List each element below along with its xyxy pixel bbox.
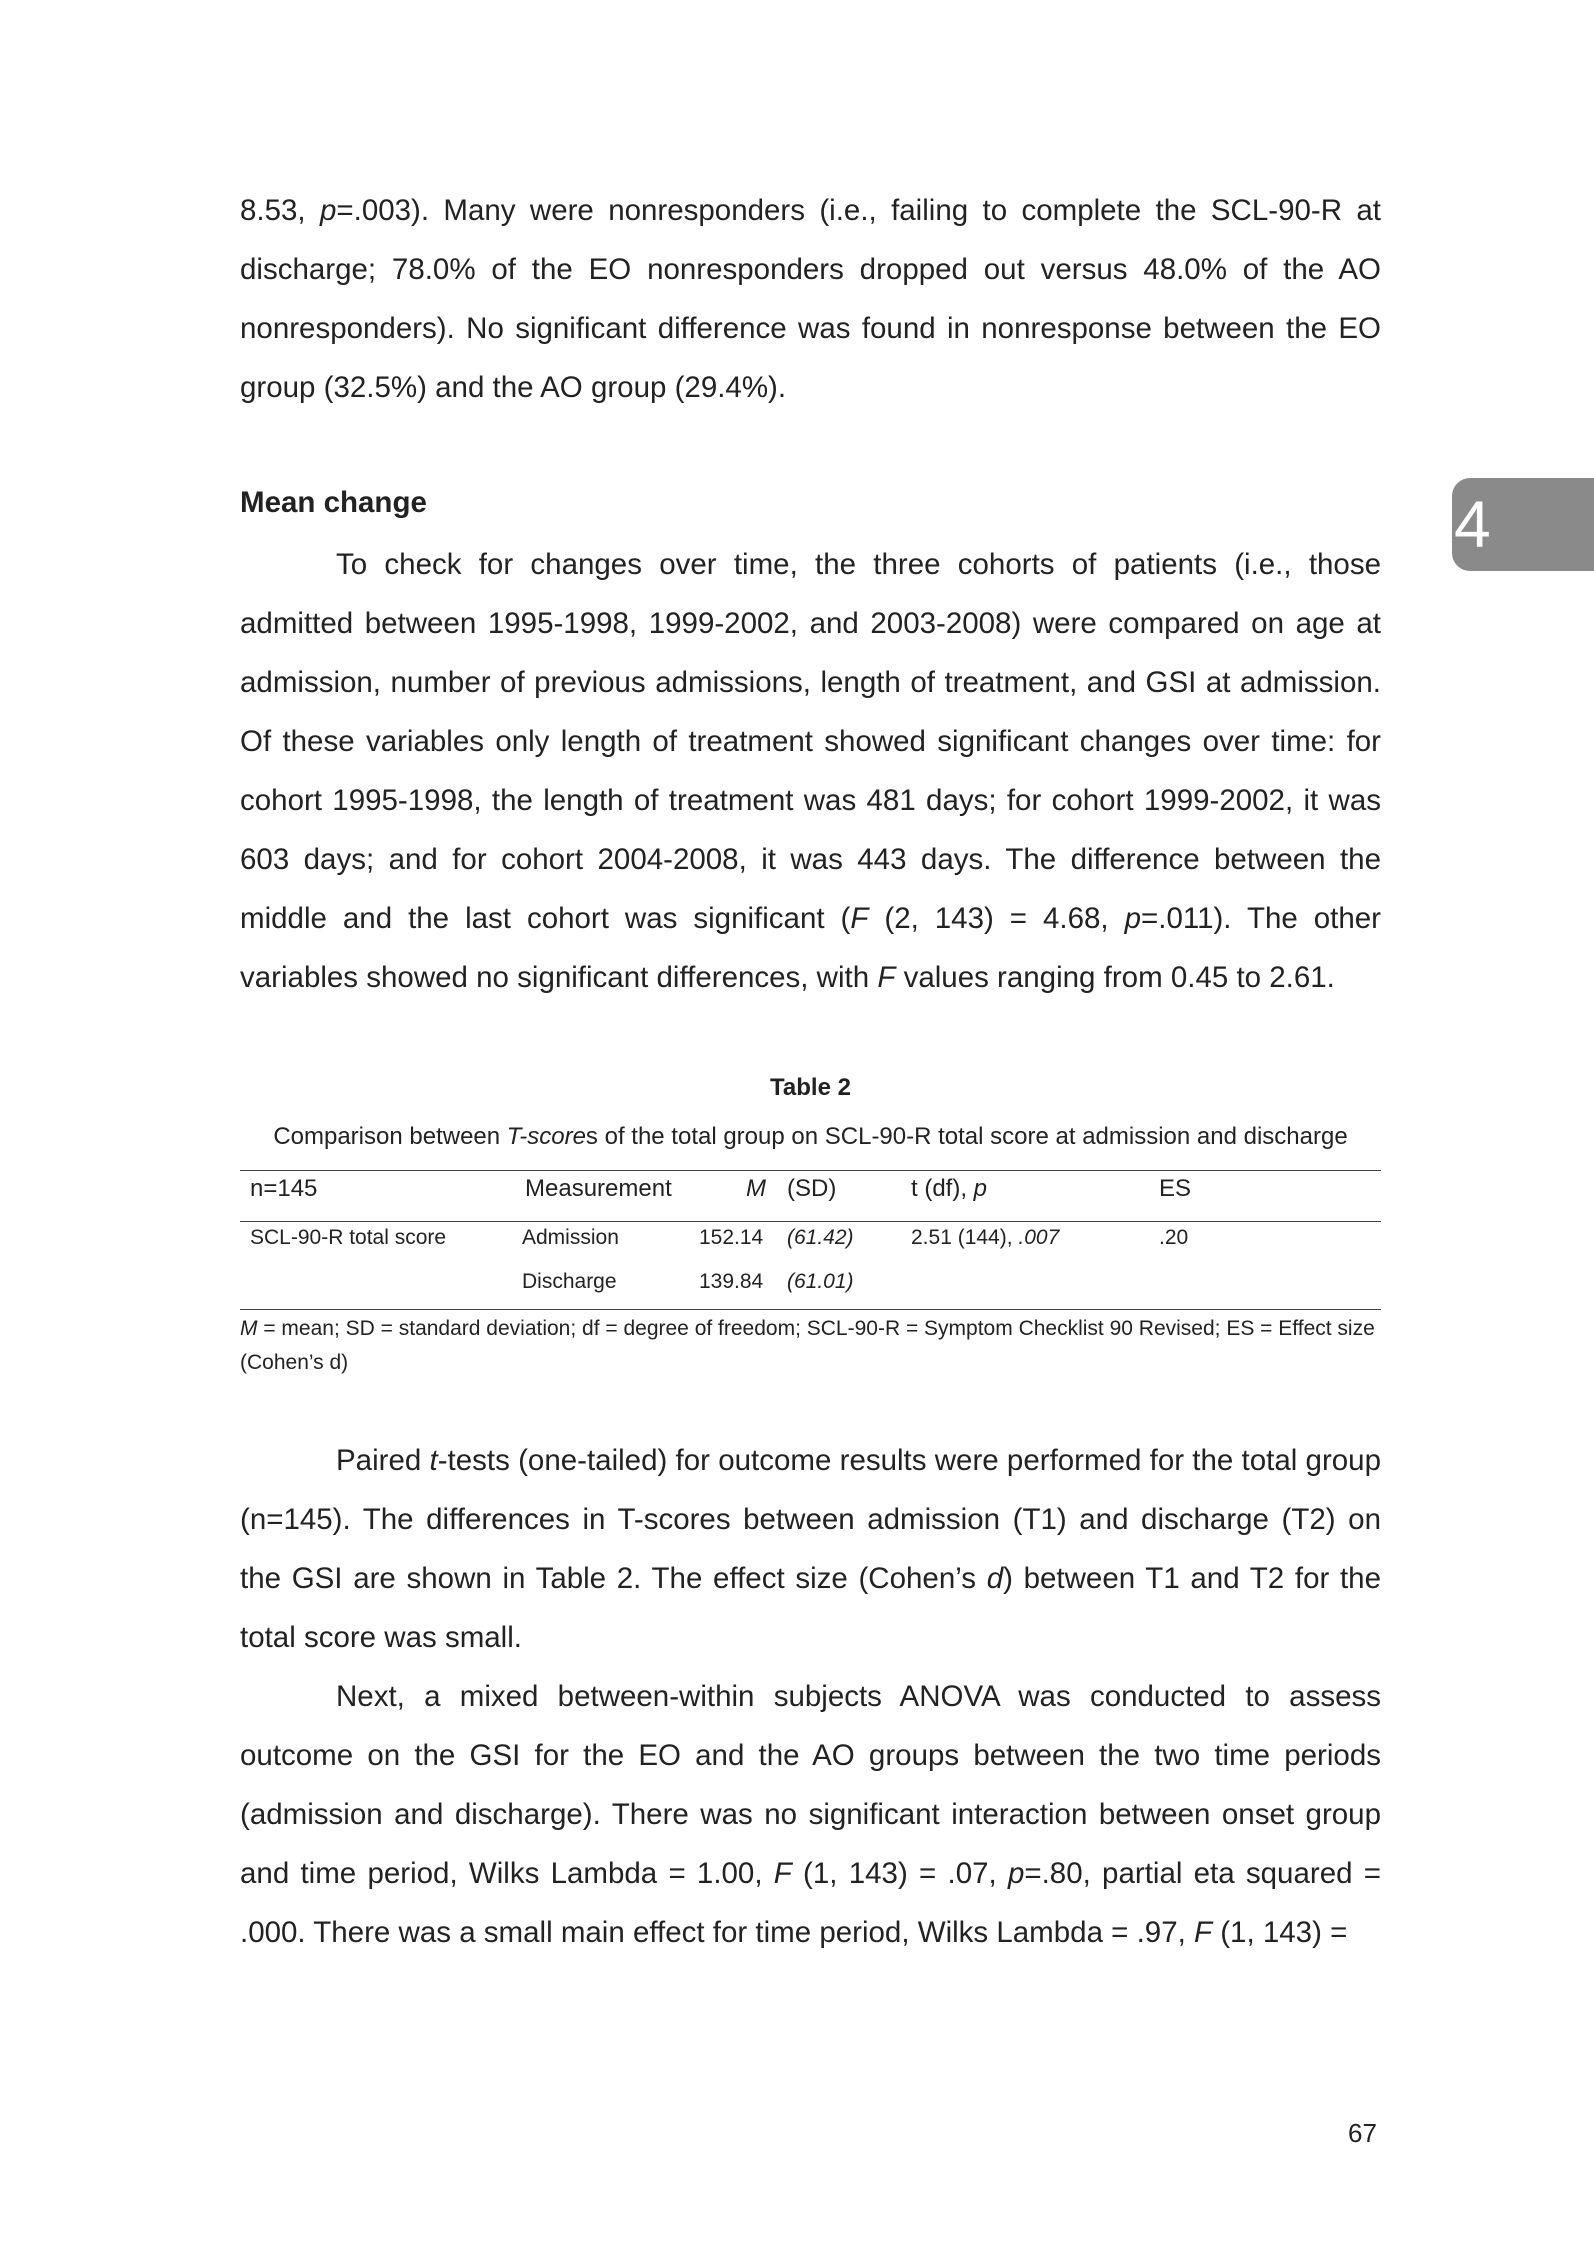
paragraph-1: 8.53, p=.003). Many were nonresponders (i.e., failing to complete the SCL-90-R at discharge; 78.0% of the EO nonresponders dropped out versus 48.0% of the AO nonresponders). No significant difference was found in nonresponse between the EO group (32.5%) and the AO group (29.4%). xyxy=(240,194,1381,404)
table-header-measurement: Measurement xyxy=(525,1175,672,1202)
table-cell-es: .20 xyxy=(1159,1226,1189,1249)
table-title: Table 2 xyxy=(770,1074,851,1101)
table-header-m: M xyxy=(746,1175,766,1202)
paragraph-3: Paired t-tests (one-tailed) for outcome results were performed for the total group (n=145). The differences in T-scores between admission (T1) and discharge (T2) on the GSI are shown in Table 2. The effect size (Cohen’s d) between T1 and T2 for the total score was small. xyxy=(240,1444,1381,1654)
table-header-rule xyxy=(240,1221,1381,1222)
table-cell-label: SCL-90-R total score xyxy=(250,1226,447,1249)
table-cell-measurement: Admission xyxy=(522,1226,619,1249)
table-header-n: n=145 xyxy=(250,1175,318,1202)
table-top-rule xyxy=(240,1170,1381,1171)
table-cell-m: 139.84 xyxy=(699,1270,764,1293)
table-note: M = mean; SD = standard deviation; df = degree of freedom; SCL-90-R = Symptom Checklist 90 Revised; ES = Effect size (Cohen’s d) xyxy=(240,1317,1375,1374)
table-cell-t: 2.51 (144), .007 xyxy=(911,1226,1060,1249)
table-cell-m: 152.14 xyxy=(699,1226,764,1249)
page-number: 67 xyxy=(1348,2118,1377,2148)
table-header-sd: (SD) xyxy=(787,1175,837,1202)
section-heading: Mean change xyxy=(240,486,427,519)
paragraph-4: Next, a mixed between-within subjects ANOVA was conducted to assess outcome on the GSI for the EO and the AO groups between the two time periods (admission and discharge). There was no significant interaction between onset group and time period, Wilks Lambda = 1.00, F (1, 143) = .07, p=.80, partial eta squared = .000. There was a small main effect for time period, Wilks Lambda = .97, F (1, 143) = xyxy=(240,1680,1381,1949)
table-bottom-rule xyxy=(240,1309,1381,1310)
table-cell-measurement: Discharge xyxy=(522,1270,617,1293)
table-cell-sd: (61.01) xyxy=(787,1270,854,1293)
chapter-tab: 4 xyxy=(1452,478,1594,571)
table-cell-sd: (61.42) xyxy=(787,1226,854,1249)
paragraph-2: To check for changes over time, the three cohorts of patients (i.e., those admitted between 1995-1998, 1999-2002, and 2003-2008) were compared on age at admission, number of previous admissions, length of treatment, and GSI at admission. Of these variables only length of treatment showed significant changes over time: for cohort 1995-1998, the length of treatment was 481 days; for cohort 1999-2002, it was 603 days; and for cohort 2004-2008, it was 443 days. The difference between the middle and the last cohort was significant (F (2, 143) = 4.68, p=.011). The other variables showed no significant differences, with F values ranging from 0.45 to 2.61. xyxy=(240,548,1382,994)
table-header-es: ES xyxy=(1159,1175,1192,1202)
table-caption: Comparison between T-scores of the total group on SCL-90-R total score at admission and discharge xyxy=(273,1123,1348,1150)
table-header-t: t (df), p xyxy=(911,1175,988,1202)
